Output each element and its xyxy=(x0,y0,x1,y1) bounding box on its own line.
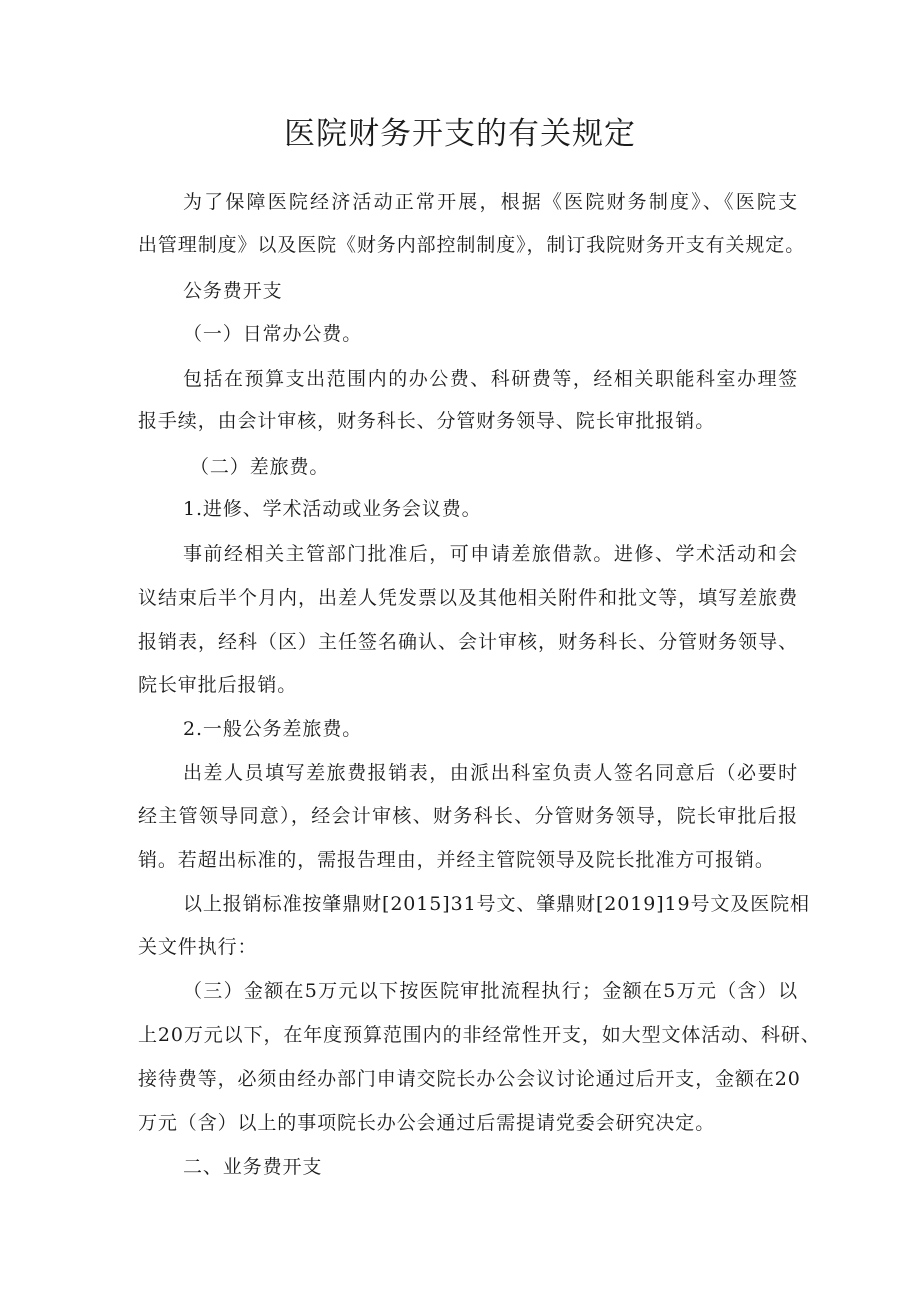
paragraph-line: 出差人员填写差旅费报销表，由派出科室负责人签名同意后（必要时 xyxy=(183,762,798,784)
section-heading-public-expenses: 公务费开支 xyxy=(183,280,283,302)
paragraph-line: 关文件执行： xyxy=(138,936,258,958)
intro-line-1: 为了保障医院经济活动正常开展，根据《医院财务制度》、《医院支 xyxy=(183,191,798,213)
paragraph-line: 以上报销标准按肇鼎财[2015]31号文、肇鼎财[2019]19号文及医院相 xyxy=(183,893,810,915)
paragraph-line: 经主管领导同意），经会计审核、财务科长、分管财务领导，院长审批后报 xyxy=(138,805,798,827)
subheading-daily-office: （一）日常办公费。 xyxy=(183,323,363,345)
paragraph-line: 包括在预算支出范围内的办公费、科研费等，经相关职能科室办理签 xyxy=(183,368,798,390)
paragraph-line: 议结束后半个月内，出差人凭发票以及其他相关附件和批文等，填写差旅费 xyxy=(138,587,798,609)
paragraph-line: 院长审批后报销。 xyxy=(138,674,298,696)
paragraph-line: 上20万元以下，在年度预算范围内的非经常性开支，如大型文体活动、科研、 xyxy=(138,1024,821,1046)
paragraph-line: 销。若超出标准的，需报告理由，并经主管院领导及院长批准方可报销。 xyxy=(138,849,775,871)
document-title: 医院财务开支的有关规定 xyxy=(284,116,636,152)
paragraph-line: 万元（含）以上的事项院长办公会通过后需提请党委会研究决定。 xyxy=(138,1112,716,1134)
paragraph-line: 报销表，经科（区）主任签名确认、会计审核，财务科长、分管财务领导、 xyxy=(138,631,798,653)
paragraph-line: 接待费等，必须由经办部门申请交院长办公会议讨论通过后开支，金额在20 xyxy=(138,1068,801,1090)
intro-line-2: 出管理制度》以及医院《财务内部控制制度》，制订我院财务开支有关规定。 xyxy=(138,234,806,256)
item-heading-training: 1.进修、学术活动或业务会议费。 xyxy=(183,498,482,520)
section-heading-business-expenses: 二、业务费开支 xyxy=(183,1156,323,1178)
item-heading-general-travel: 2.一般公务差旅费。 xyxy=(183,718,363,740)
subheading-travel: （二）差旅费。 xyxy=(190,456,330,478)
paragraph-line: 事前经相关主管部门批准后，可申请差旅借款。进修、学术活动和会 xyxy=(183,543,798,565)
paragraph-line: 报手续，由会计审核，财务科长、分管财务领导、院长审批报销。 xyxy=(138,410,716,432)
subheading-amount-rules: （三）金额在5万元以下按医院审批流程执行；金额在5万元（含）以 xyxy=(183,980,798,1002)
